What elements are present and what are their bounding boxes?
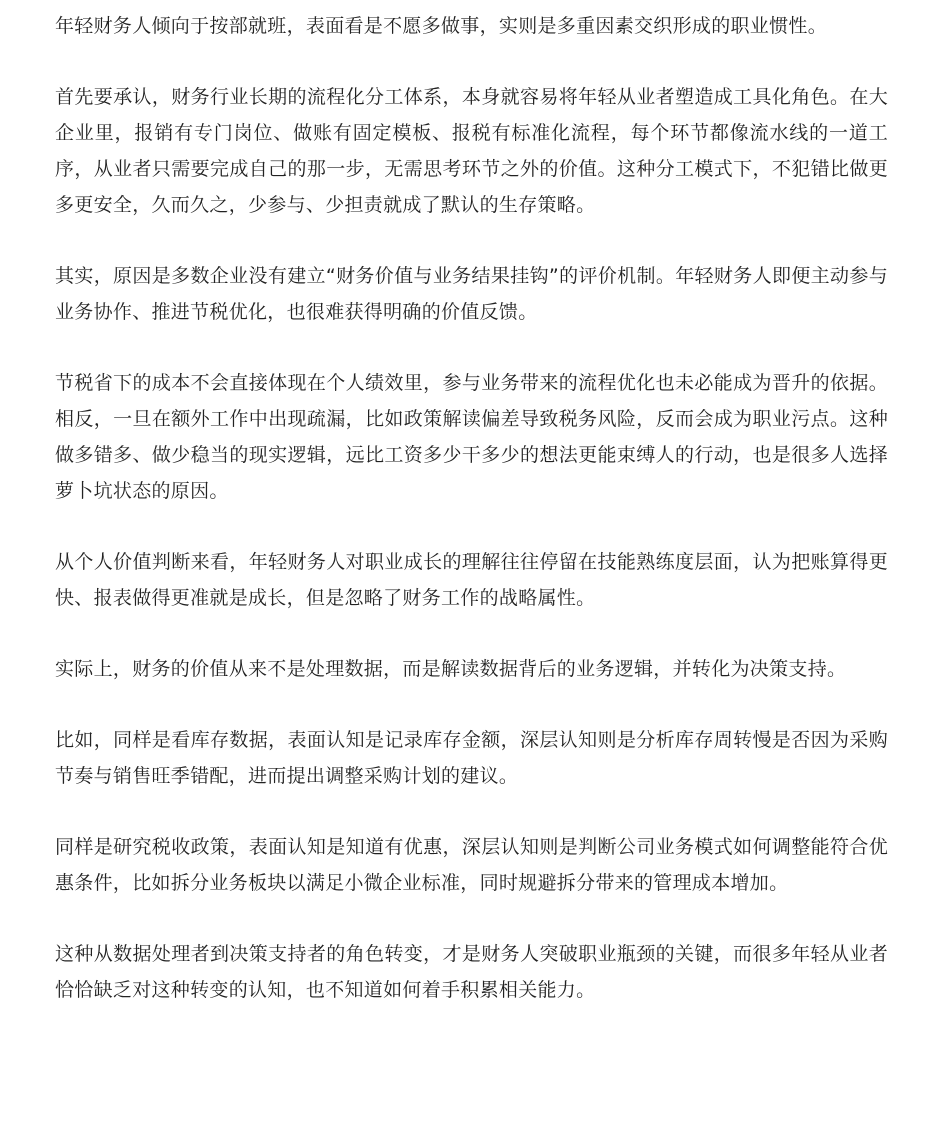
paragraph-4: 节税省下的成本不会直接体现在个人绩效里，参与业务带来的流程优化也未必能成为晋升的依据。相反，一旦在额外工作中出现疏漏，比如政策解读偏差导致税务风险，反而会成为职业污点。这种做多错多、做少稳当的现实逻辑，远比工资多少干多少的想法更能束缚人的行动，也是很多人选择萝卜坑状态的原因。 (55, 372, 888, 502)
paragraph-3: 其实，原因是多数企业没有建立“财务价值与业务结果挂钩”的评价机制。年轻财务人即便主动参与业务协作、推进节税优化，也很难获得明确的价值反馈。 (55, 265, 888, 323)
paragraph-2: 首先要承认，财务行业长期的流程化分工体系，本身就容易将年轻从业者塑造成工具化角色。在大企业里，报销有专门岗位、做账有固定模板、报税有标准化流程，每个环节都像流水线的一道工序，从业者只需要完成自己的那一步，无需思考环节之外的价值。这种分工模式下，不犯错比做更多更安全，久而久之，少参与、少担责就成了默认的生存策略。 (55, 86, 888, 216)
paragraph-7: 比如，同样是看库存数据，表面认知是记录库存金额，深层认知则是分析库存周转慢是否因为采购节奏与销售旺季错配，进而提出调整采购计划的建议。 (55, 729, 888, 787)
paragraph-9: 这种从数据处理者到决策支持者的角色转变，才是财务人突破职业瓶颈的关键，而很多年轻从业者恰恰缺乏对这种转变的认知，也不知道如何着手积累相关能力。 (55, 943, 888, 1001)
paragraph-5: 从个人价值判断来看，年轻财务人对职业成长的理解往往停留在技能熟练度层面，认为把账算得更快、报表做得更准就是成长，但是忽略了财务工作的战略属性。 (55, 551, 888, 609)
paragraph-1: 年轻财务人倾向于按部就班，表面看是不愿多做事，实则是多重因素交织形成的职业惯性。 (55, 15, 828, 37)
paragraph-6: 实际上，财务的价值从来不是处理数据，而是解读数据背后的业务逻辑，并转化为决策支持。 (55, 658, 847, 680)
paragraph-8: 同样是研究税收政策，表面认知是知道有优惠，深层认知则是判断公司业务模式如何调整能符合优惠条件，比如拆分业务板块以满足小微企业标准，同时规避拆分带来的管理成本增加。 (55, 836, 888, 894)
